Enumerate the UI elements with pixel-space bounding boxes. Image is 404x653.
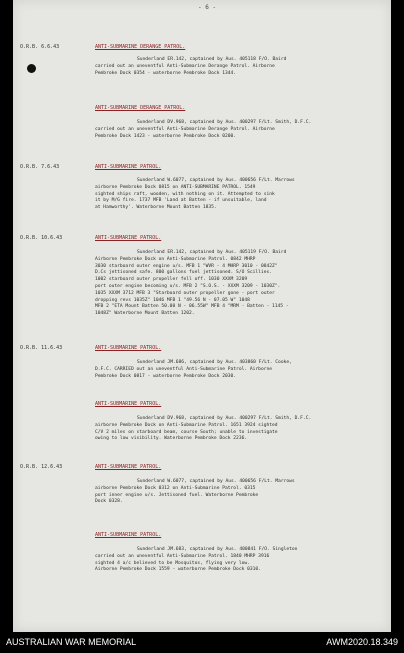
entry-line: airborne Pembroke Dock 0815 on ANTI-SUBMARINE PATROL. 1549 (95, 184, 256, 190)
entry-line: Sunderland JM.683, captained by Aus. 400841 F/O. Singleton (137, 547, 298, 552)
entry-line: owing to low visibility. Waterborne Pembroke Dock 2236. (95, 436, 248, 442)
entry-line: carried out an uneventful Anti-Submarine Derange Patrol. Airborne (95, 63, 275, 69)
entry-line: MFB 2 "ETA Mount Batten 50.00 N - 06.55W" MFB 4 "MRM - Batten - 1145 - (95, 304, 289, 310)
entry-line: Dock 0328. (95, 499, 123, 505)
entry-line: Pembroke Dock 0354 - waterborne Pembroke Dock 1344. (95, 70, 237, 76)
entry-line: Airborne Pembroke Dock on Anti-Submarine Patrol. 0842 MHRP (95, 256, 256, 262)
entry-line: 1048Z" Waterborne Mount Batten 1202. (95, 311, 195, 317)
entry-heading: ANTI-SUBMARINE PATROL. (95, 464, 162, 470)
entry-line: Sunderland ER.142, captained by Aus. 405119 F/O. Baird (137, 250, 287, 255)
entry-date: O.R.B. 6.6.43 (20, 44, 60, 50)
page-number: - 6 - (198, 4, 217, 11)
entry-line: Sunderland ER.142, captained by Aus. 405118 F/O. Baird (137, 57, 287, 62)
entry-line: 1035 XXXM 3712 MFB 3 "Starboard outer propeller gone - port outer (95, 290, 275, 296)
entry-line: airborne Pembroke Dock on Anti-Submarine Patrol. 1651 3924 sighted (95, 422, 278, 428)
document-page (13, 0, 391, 632)
entry-line: 1002 starboard outer propeller fell off. 1030 XXXM 3209 (95, 277, 248, 283)
punch-hole (27, 64, 36, 73)
entry-line: Airborne Pembroke Dock 1559 - waterborne Pembroke Dock 0310. (95, 567, 261, 573)
entry-line: D.F.C. CARRIED out an uneventful Anti-Submarine Patrol. Airborne (95, 366, 273, 372)
entry-line: Sunderland W.6077, captained by Aus. 400656 F/Lt. Marrows (137, 479, 295, 484)
footer-institution: AUSTRALIAN WAR MEMORIAL (6, 637, 137, 647)
entry-line: Sunderland DV.968, captained by Aus. 400297 F/Lt. Smith, D.F.C. (137, 120, 312, 125)
entry-line: Sunderland JM.686, captained by Aus. 403860 F/Lt. Cooke, (137, 360, 292, 365)
entry-heading: ANTI-SUBMARINE DERANGE PATROL. (95, 105, 186, 111)
entry-line: 3030 starboard outer engine u/s. MFB 1 "WVR - 4 MHRP 3010 - 0842Z" (95, 263, 278, 269)
entry-line: airborne Pembroke Dock 0312 on Anti-Submarine Patrol. 0315 (95, 485, 256, 491)
entry-line: at Hamworthy'. Waterborne Mount Batten 1835. (95, 205, 217, 211)
entry-date: O.R.B. 11.6.43 (20, 345, 63, 351)
entry-line: sighted ships raft, wooden, with nothing on it. Attempted to sink (95, 191, 275, 197)
entry-date: O.R.B. 7.6.43 (20, 164, 60, 170)
entry-line: port inner engine u/s. Jettisoned fuel. Waterborne Pembroke (95, 492, 259, 498)
entry-heading: ANTI-SUBMARINE PATROL. (95, 401, 162, 407)
entry-line: dropping revs 1035Z" 1046 MFB 1 "49.56 N - 07.05 W" 1048 (95, 297, 250, 303)
entry-line: Pembroke Dock 1423 - waterborne Pembroke Dock 0200. (95, 133, 237, 139)
entry-date: O.R.B. 12.6.43 (20, 464, 63, 470)
entry-line: Sunderland DV.968, captained by Aus. 400297 F/Lt. Smith, D.F.C. (137, 416, 312, 421)
entry-body (95, 178, 295, 212)
entry-date: O.R.B. 10.6.43 (20, 235, 63, 241)
entry-line: carried out an uneventful Anti-Submarine Derange Patrol. Airborne (95, 126, 275, 132)
footer-accession-number: AWM2020.18.349 (326, 637, 398, 647)
entry-body (95, 479, 295, 506)
entry-body (95, 416, 311, 443)
entry-body (95, 250, 289, 318)
entry-body (95, 547, 297, 574)
entry-heading: ANTI-SUBMARINE PATROL. (95, 345, 162, 351)
entry-heading: ANTI-SUBMARINE PATROL. (95, 164, 162, 170)
entry-line: Pembroke Dock 0817 - waterborne Pembroke Dock 2030. (95, 373, 237, 379)
entry-line: carried out an uneventful Anti-Submarine Patrol. 1840 MHRP 3916 (95, 553, 270, 559)
entry-line: sighted 4 a/c believed to be Mosquitos, flying very low. (95, 560, 250, 566)
entry-body (95, 360, 292, 380)
entry-line: D.Cs jettisoned safe. 800 gallons fuel jettisoned. S/O Scillies. (95, 270, 273, 276)
entry-line: Sunderland W.6077, captained by Aus. 400656 F/Lt. Marrows (137, 178, 295, 183)
entry-line: C/V 2 miles on starboard beam, course South; unable to investigate (95, 429, 278, 435)
entry-line: port outer engine becoming u/s. MFB 2 "S.O.S. - XXXM 3209 - 1030Z". (95, 283, 281, 289)
entry-body (95, 120, 311, 140)
footer-bar (0, 632, 404, 653)
entry-body (95, 57, 286, 77)
entry-heading: ANTI-SUBMARINE PATROL. (95, 532, 162, 538)
entry-line: it by M/G fire. 1737 MFB 'Land at Batten - if unsuitable, land (95, 198, 267, 204)
entry-heading: ANTI-SUBMARINE PATROL. (95, 235, 162, 241)
entry-heading: ANTI-SUBMARINE DERANGE PATROL. (95, 44, 186, 50)
